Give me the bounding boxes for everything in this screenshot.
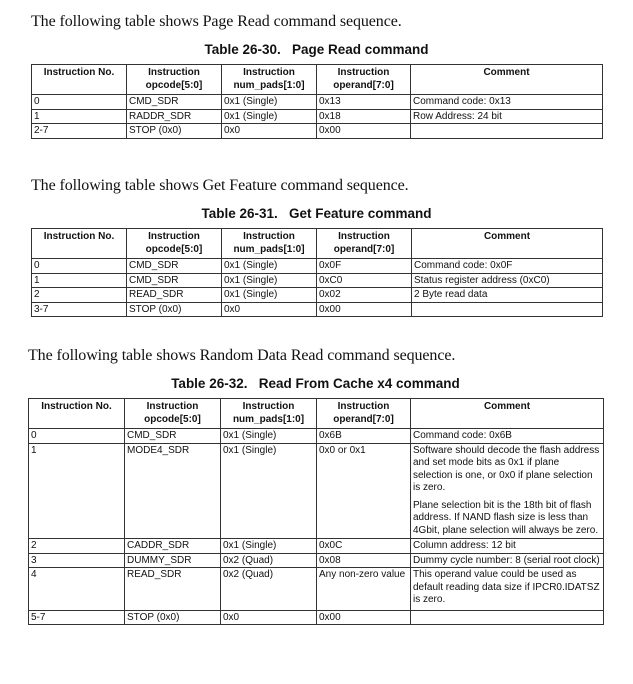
comment-text: Plane selection bit is the 18th bit of flash address. If NAND flash size is less than 4Gbit, plane selection will always be zero. bbox=[413, 499, 599, 536]
cell-instruction-no: 0 bbox=[29, 429, 125, 444]
cell-num-pads: 0x2 (Quad) bbox=[221, 553, 317, 568]
intro-paragraph-get-feature: The following table shows Get Feature command sequence. bbox=[31, 177, 409, 194]
cell-operand: 0x6B bbox=[317, 429, 411, 444]
cell-instruction-no: 1 bbox=[32, 273, 127, 288]
cell-instruction-no: 3 bbox=[29, 553, 125, 568]
header-opcode bbox=[127, 229, 222, 259]
intro-paragraph-page-read: The following table shows Page Read command sequence. bbox=[31, 13, 402, 30]
cell-comment bbox=[411, 124, 603, 139]
comment-text bbox=[413, 612, 601, 625]
cell-comment bbox=[411, 429, 604, 444]
table-row bbox=[29, 539, 604, 554]
header-opcode-line1: Instruction bbox=[148, 67, 200, 78]
cell-num-pads: 0x0 bbox=[222, 124, 317, 139]
comment-text: 2 Byte read data bbox=[414, 289, 488, 300]
cell-num-pads: 0x1 (Single) bbox=[221, 429, 317, 444]
cell-instruction-no: 4 bbox=[29, 568, 125, 611]
cell-operand: 0x02 bbox=[317, 288, 412, 303]
cell-opcode: CMD_SDR bbox=[127, 95, 222, 110]
cell-operand: 0x0 or 0x1 bbox=[317, 443, 411, 539]
table-caption-get-feature: Table 26-31. Get Feature command bbox=[201, 206, 432, 221]
cell-comment bbox=[411, 109, 603, 124]
comment-text bbox=[413, 125, 600, 138]
cell-opcode: CMD_SDR bbox=[127, 259, 222, 274]
cell-num-pads: 0x1 (Single) bbox=[222, 259, 317, 274]
table-row bbox=[32, 95, 603, 110]
table-row bbox=[32, 288, 603, 303]
cell-opcode: CMD_SDR bbox=[125, 429, 221, 444]
cell-instruction-no: 5-7 bbox=[29, 610, 125, 625]
cell-num-pads: 0x1 (Single) bbox=[222, 273, 317, 288]
comment-text: This operand value could be used as default reading data size if IPCR0.IDATSZ is zero. bbox=[413, 569, 600, 605]
table-caption-read-from-cache: Table 26-32. Read From Cache x4 command bbox=[171, 376, 460, 391]
table-row bbox=[29, 553, 604, 568]
comment-text: Row Address: 24 bit bbox=[413, 110, 502, 122]
header-pads-line1: Instruction bbox=[242, 401, 295, 412]
comment-text: Dummy cycle number: 8 (serial root clock) bbox=[413, 554, 600, 566]
cell-opcode: DUMMY_SDR bbox=[125, 553, 221, 568]
header-num-pads bbox=[222, 65, 317, 95]
intro-paragraph-random-data-read: The following table shows Random Data Read command sequence. bbox=[28, 347, 456, 364]
cell-num-pads: 0x1 (Single) bbox=[222, 109, 317, 124]
cell-instruction-no: 2 bbox=[32, 288, 127, 303]
comment-text: Software should decode the flash address and set mode bits as 0x1 if plane selection is one, or 0x0 if plane selection is zero. bbox=[413, 444, 600, 493]
header-instruction-no: Instruction No. bbox=[32, 65, 127, 95]
cell-comment bbox=[412, 288, 603, 303]
comment-text: Command code: 0x6B bbox=[413, 430, 512, 441]
cell-comment bbox=[411, 443, 604, 539]
cell-num-pads: 0x0 bbox=[221, 610, 317, 625]
cell-operand: Any non-zero value bbox=[317, 568, 411, 611]
cell-num-pads: 0x2 (Quad) bbox=[221, 568, 317, 611]
table-header-row bbox=[32, 229, 603, 259]
cell-comment bbox=[411, 95, 603, 110]
cell-comment bbox=[412, 259, 603, 274]
cell-operand: 0x00 bbox=[317, 610, 411, 625]
cell-operand: 0x08 bbox=[317, 553, 411, 568]
cell-instruction-no: 2 bbox=[29, 539, 125, 554]
table-header-row bbox=[29, 399, 604, 429]
header-opcode bbox=[127, 65, 222, 95]
cell-num-pads: 0x1 (Single) bbox=[222, 95, 317, 110]
header-comment: Comment bbox=[411, 65, 603, 95]
table-caption-page-read: Table 26-30. Page Read command bbox=[204, 42, 429, 57]
cell-opcode: CADDR_SDR bbox=[125, 539, 221, 554]
cell-instruction-no: 2-7 bbox=[32, 124, 127, 139]
header-opcode-line1: Instruction bbox=[146, 401, 199, 412]
table-row bbox=[29, 568, 604, 611]
cell-opcode: MODE4_SDR bbox=[125, 443, 221, 539]
table-row bbox=[29, 610, 604, 625]
cell-opcode: READ_SDR bbox=[125, 568, 221, 611]
table-row bbox=[32, 109, 603, 124]
header-num-pads bbox=[221, 399, 317, 429]
header-opcode-line2: opcode[5:0] bbox=[145, 243, 203, 255]
cell-num-pads: 0x1 (Single) bbox=[222, 288, 317, 303]
cell-operand: 0x00 bbox=[317, 124, 411, 139]
header-pads-line1: Instruction bbox=[243, 67, 295, 78]
table-row bbox=[29, 429, 604, 444]
header-operand bbox=[317, 399, 411, 429]
header-pads-line1: Instruction bbox=[243, 231, 295, 242]
header-opcode bbox=[125, 399, 221, 429]
header-opcode-line2: opcode[5:0] bbox=[145, 79, 203, 91]
cell-instruction-no: 3-7 bbox=[32, 302, 127, 317]
cell-comment bbox=[412, 273, 603, 288]
cell-instruction-no: 0 bbox=[32, 259, 127, 274]
header-operand-line2: operand[7:0] bbox=[333, 79, 394, 91]
comment-text: Column address: 12 bit bbox=[413, 540, 516, 551]
cell-num-pads: 0x0 bbox=[222, 302, 317, 317]
cell-opcode: READ_SDR bbox=[127, 288, 222, 303]
header-operand bbox=[317, 65, 411, 95]
cell-instruction-no: 1 bbox=[29, 443, 125, 539]
header-operand bbox=[317, 229, 412, 259]
cell-num-pads: 0x1 (Single) bbox=[221, 443, 317, 539]
cell-opcode: STOP (0x0) bbox=[127, 124, 222, 139]
cell-instruction-no: 0 bbox=[32, 95, 127, 110]
comment-text bbox=[414, 304, 600, 317]
cell-operand: 0x18 bbox=[317, 109, 411, 124]
table-row bbox=[32, 302, 603, 317]
header-operand-line1: Instruction bbox=[338, 231, 390, 242]
header-operand-line2: operand[7:0] bbox=[333, 243, 395, 255]
header-comment: Comment bbox=[412, 229, 603, 259]
header-operand-line2: operand[7:0] bbox=[333, 413, 394, 425]
comment-text: Command code: 0x0F bbox=[414, 260, 513, 271]
header-instruction-no: Instruction No. bbox=[32, 229, 127, 259]
table-header-row bbox=[32, 65, 603, 95]
cell-opcode: STOP (0x0) bbox=[127, 302, 222, 317]
header-pads-line2: num_pads[1:0] bbox=[233, 79, 305, 91]
table-page-read bbox=[31, 64, 603, 139]
cell-opcode: CMD_SDR bbox=[127, 273, 222, 288]
header-operand-line1: Instruction bbox=[337, 401, 390, 412]
header-pads-line2: num_pads[1:0] bbox=[232, 413, 305, 425]
cell-operand: 0x0F bbox=[317, 259, 412, 274]
header-num-pads bbox=[222, 229, 317, 259]
cell-comment bbox=[411, 568, 604, 611]
cell-comment bbox=[411, 610, 604, 625]
table-row bbox=[32, 124, 603, 139]
header-comment: Comment bbox=[411, 399, 604, 429]
table-row bbox=[29, 443, 604, 539]
cell-num-pads: 0x1 (Single) bbox=[221, 539, 317, 554]
cell-operand: 0x00 bbox=[317, 302, 412, 317]
header-opcode-line1: Instruction bbox=[148, 231, 200, 242]
header-opcode-line2: opcode[5:0] bbox=[144, 413, 201, 425]
cell-comment bbox=[411, 539, 604, 554]
comment-text: Command code: 0x13 bbox=[413, 96, 511, 107]
cell-operand: 0x0C bbox=[317, 539, 411, 554]
comment-text: Status register address (0xC0) bbox=[414, 274, 550, 286]
cell-comment bbox=[412, 302, 603, 317]
header-pads-line2: num_pads[1:0] bbox=[233, 243, 305, 255]
table-get-feature bbox=[31, 228, 603, 317]
header-operand-line1: Instruction bbox=[337, 67, 390, 78]
header-instruction-no: Instruction No. bbox=[29, 399, 125, 429]
table-row bbox=[32, 259, 603, 274]
table-read-from-cache-x4 bbox=[28, 398, 604, 625]
cell-opcode: RADDR_SDR bbox=[127, 109, 222, 124]
cell-operand: 0xC0 bbox=[317, 273, 412, 288]
cell-instruction-no: 1 bbox=[32, 109, 127, 124]
cell-operand: 0x13 bbox=[317, 95, 411, 110]
cell-comment bbox=[411, 553, 604, 568]
table-row bbox=[32, 273, 603, 288]
cell-opcode: STOP (0x0) bbox=[125, 610, 221, 625]
